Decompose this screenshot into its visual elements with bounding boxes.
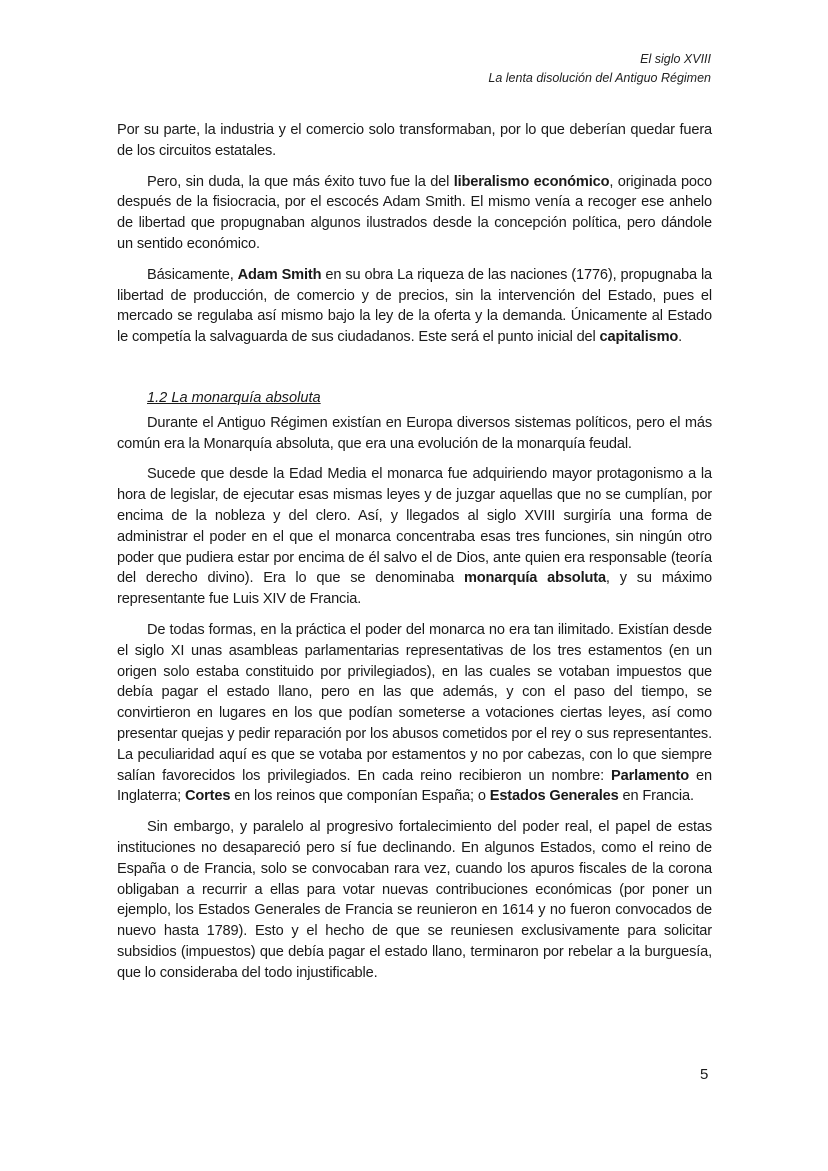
text-run: Sucede que desde la Edad Media el monarca fue adquiriendo mayor protagonismo a la hora de legislar, de ejecutar esas mismas leyes y de juzgar aquellas que no se cumplían, por encima de la nobleza y del clero. Así, y llegados al siglo XVIII surgiría una forma de administrar el poder en el que el monarca concentraba esas tres funciones, sin ningún otro poder que pudiera estar por encima de él salvo el de Dios, ante quien era responsable (teoría del derecho divino). Era lo que se denominaba [117,466,712,587]
text-run: Pero, sin duda, la que más éxito tuvo fue la del [147,173,454,190]
text-run: en su obra La riqueza de las naciones (1776), propugnaba la libertad de producción, de comercio y de precios, sin la intervención del Estado, pues el mercado se regulaba así mismo bajo la ley de la oferta y la demanda. Únicamente al Estado le competía la salvaguarda de sus ciudadanos. Este será el punto inicial del [117,266,712,346]
paragraph [117,120,712,162]
paragraph [117,265,712,348]
section-heading: 1.2 La monarquía absoluta [147,389,321,406]
paragraph [117,413,712,455]
paragraph [117,620,712,807]
bold-term: Cortes [184,788,231,805]
bold-term: Estados Generales [489,788,619,805]
paragraph [117,464,712,610]
header-chapter-title: El siglo XVIII [640,52,711,66]
paragraphs-before-heading [117,120,712,348]
text-run: en los reinos que componían España; o [230,788,490,805]
text-run: , originada poco después de la fisiocracia, por el escocés Adam Smith. El mismo venía a recoger ese anhelo de libertad que propugnaban algunos ilustrados desde la concepción política, pero dándole un sentido económico. [117,173,712,252]
bold-term: Adam Smith [237,266,322,283]
paragraph [117,817,712,983]
text-run: Por su parte, la industria y el comercio solo transformaban, por lo que deberían quedar fuera de los circuitos estatales. [117,122,712,159]
page-body [117,120,712,993]
page-number: 5 [700,1066,709,1083]
text-run: Básicamente, [147,266,238,283]
text-run: Durante el Antiguo Régimen existían en Europa diversos sistemas políticos, pero el más común era la Monarquía absoluta, que era una evolución de la monarquía feudal. [117,414,712,452]
paragraph [117,172,712,255]
text-run: en Inglaterra; [117,767,712,805]
text-run: en Francia. [618,788,694,805]
header-section-title: La lenta disolución del Antiguo Régimen [488,71,711,85]
text-run: , y su máximo representante fue Luis XIV de Francia. [117,570,712,608]
bold-term: liberalismo económico [453,173,610,190]
bold-term: monarquía absoluta [463,570,606,587]
bold-term: Parlamento [611,767,690,784]
text-run: Sin embargo, y paralelo al progresivo fortalecimiento del poder real, el papel de estas instituciones no desapareció pero sí fue declinando. En algunos Estados, como el reino de España o de Francia, solo se convocaban rara vez, cuando los apuros fiscales de la corona obligaban a recurrir a ellas para votar nuevas contribuciones económicas (por poner un ejemplo, los Estados Generales de Francia se reunieron en 1614 y no fueron convocados de nuevo hasta 1789). Esto y el hecho de que se reuniesen exclusivamente para solicitar subsidios (impuestos) que debía pagar el estado llano, terminaron por rebelar a la burguesía, que lo consideraba del todo injustificable. [117,819,712,981]
text-run: . [678,329,683,346]
text-run: De todas formas, en la práctica el poder del monarca no era tan ilimitado. Existían desde el siglo XI unas asambleas parlamentarias representativas de los tres estamentos (en un origen solo estaba constituido por privilegiados), en las cuales se votaban impuestos que debía pagar el estado llano, pero en las que además, y con el paso del tiempo, se convirtieron en lugares en los que podían someterse a votaciones ciertas leyes, así como presentar quejas y pedir reparación por los abusos cometidos por el rey o sus representantes. La peculiaridad aquí es que se votaba por estamentos y no por cabezas, con lo que siempre salían favorecidos los privilegiados. En cada reino recibieron un nombre: [117,621,712,784]
running-header [488,50,711,88]
paragraphs-after-heading [117,413,712,984]
bold-term: capitalismo [599,329,679,346]
